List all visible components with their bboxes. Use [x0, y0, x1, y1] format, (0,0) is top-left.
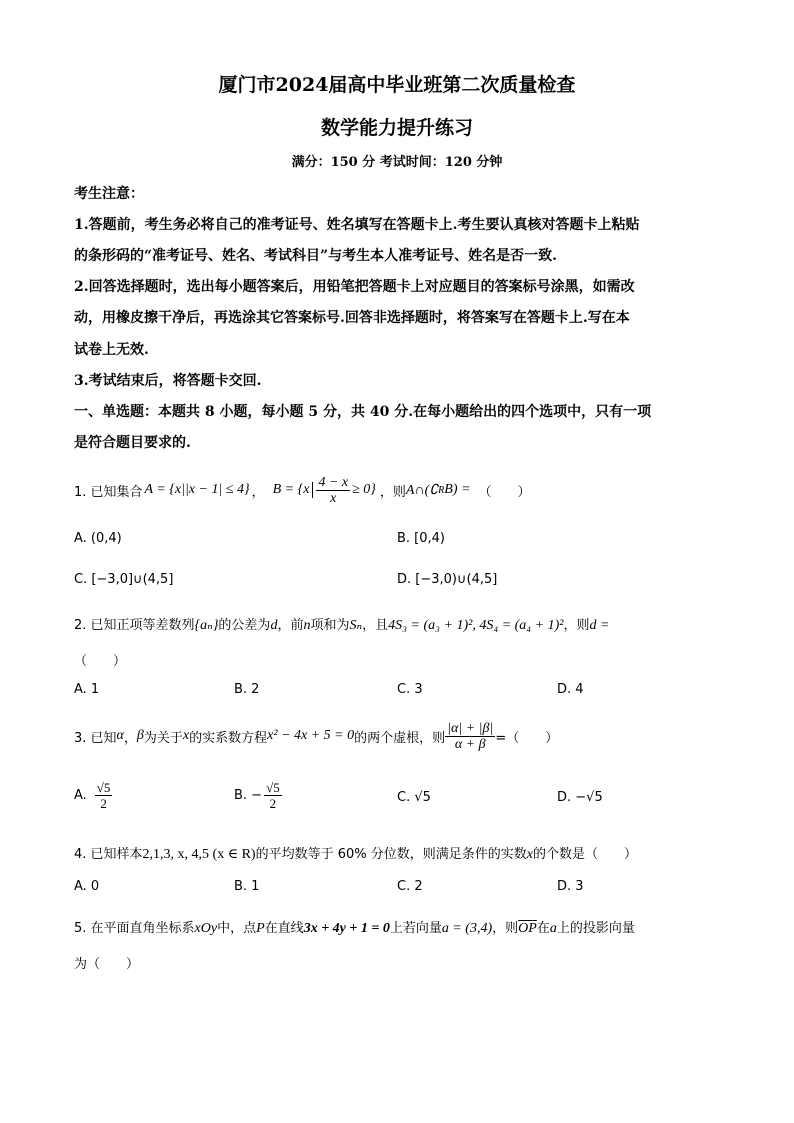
q4-option-a: A. 0 — [74, 879, 100, 894]
q4-text-2: 的平均数等于 60% 分位数，则满足条件的实数 — [255, 847, 527, 862]
q3-option-a-denominator: 2 — [100, 796, 107, 811]
section-1-line-1: 一、单选题：本题共 8 小题，每小题 5 分，共 40 分.在每小题给出的四个选项中，只有一项 — [74, 404, 652, 420]
q3-text-6: =（ ） — [495, 730, 559, 746]
question-2 — [74, 614, 609, 634]
question-5 — [74, 917, 635, 937]
q3-option-b — [234, 780, 282, 811]
q2-d: d — [270, 618, 278, 633]
q4-x: x — [526, 847, 533, 862]
q5-text-5: ，则 — [492, 921, 519, 936]
q5-vector-a: a = (3,4) — [441, 921, 493, 936]
q1-set-b-right: ≥ 0} — [352, 482, 376, 497]
q4-option-d: D. 3 — [557, 879, 584, 894]
q1-sep: ， — [251, 484, 265, 500]
q5-text-6: 在 — [536, 921, 550, 936]
q3-text-5: 的两个虚根，则 — [354, 730, 446, 746]
q5-text-3: 在直线 — [264, 921, 304, 936]
q1-expr-sub: R — [438, 484, 445, 496]
q3-text-1: 3. 已知 — [74, 730, 117, 746]
q2-n: n — [303, 618, 311, 633]
note-2-line-3: 试卷上无效. — [74, 342, 149, 358]
q5-line-equation: 3x + 4y + 1 = 0 — [303, 921, 390, 936]
q2-option-b: B. 2 — [234, 682, 260, 697]
q3-text-4: 的实系数方程 — [189, 730, 268, 746]
q3-option-b-denominator: 2 — [269, 796, 277, 811]
q1-expr-end: B) = — [444, 482, 471, 497]
q2-text-4: 项和为 — [310, 618, 350, 633]
q4-text-1: 4. 已知样本 — [74, 847, 143, 862]
q1-mid: ，则 — [379, 484, 406, 500]
section-1-line-2: 是符合题目要求的. — [74, 435, 191, 451]
page-subtitle: 数学能力提升练习 — [320, 117, 473, 139]
q3-beta: β — [136, 728, 144, 743]
q1-set-b-bar — [312, 482, 313, 498]
q2-text-3: ，前 — [277, 618, 304, 633]
q1-option-d: D. [−3,0)∪(4,5] — [397, 572, 498, 587]
q3-text-2: ， — [123, 730, 137, 746]
q2-blank: （ ） — [74, 654, 127, 669]
q5-text-7: 上的投影向量 — [556, 921, 635, 936]
note-2-line-2: 动，用橡皮擦干净后，再选涂其它答案标号.回答非选择题时，将答案写在答题卡上.写在本 — [74, 310, 630, 326]
q1-expr: A∩(∁ — [405, 482, 439, 498]
note-2-line-1: 2.回答选择题时，选出每小题答案后，用铅笔把答题卡上对应题目的答案标号涂黑，如需改 — [74, 279, 635, 295]
q1-set-b-left: B = {x — [272, 482, 310, 497]
q3-option-a-label: A. — [74, 788, 87, 803]
q1-set-b-denominator: x — [330, 490, 337, 506]
q3-alpha: α — [116, 728, 124, 743]
exam-info: 满分：150 分 考试时间：120 分钟 — [291, 155, 503, 170]
notes-heading: 考生注意： — [74, 186, 144, 202]
q3-option-b-numerator: √5 — [266, 780, 280, 795]
q3-option-a-numerator: √5 — [96, 780, 111, 795]
q3-text-3: 为关于 — [143, 730, 183, 746]
note-1-line-2: 的条形码的“准考证号、姓名、考试科目”与考生本人准考证号、姓名是否一致. — [74, 248, 557, 264]
note-1-line-1: 1.答题前，考生务必将自己的准考证号、姓名填写在答题卡上.考生要认真核对答题卡上粘贴 — [74, 217, 640, 233]
q2-text-5: ，且 — [362, 618, 389, 633]
q3-option-a-fraction — [95, 780, 113, 811]
q1-set-a: A = {x||x − 1| ≤ 4} — [144, 482, 250, 497]
q1-prefix: 1. 已知集合 — [74, 484, 143, 500]
q5-xoy: xOy — [194, 921, 218, 936]
q4-text-3: 的个数是（ ） — [532, 847, 637, 862]
q3-option-c: C. √5 — [397, 790, 431, 805]
q2-sn: Sₙ — [349, 618, 363, 633]
q3-option-a — [74, 780, 112, 811]
q4-option-b: B. 1 — [234, 879, 260, 894]
q4-sample: 2,1,3, x, 4,5 (x ∈ R) — [142, 847, 256, 862]
q2-option-c: C. 3 — [397, 682, 423, 697]
q1-blank: （ ） — [478, 484, 531, 500]
q5-text-1: 5. 在平面直角坐标系 — [74, 921, 195, 936]
q4-option-c: C. 2 — [397, 879, 423, 894]
q1-set-b-fraction — [316, 475, 350, 506]
question-4 — [74, 843, 637, 863]
q2-sequence: {aₙ} — [194, 618, 219, 633]
q2-ask: d = — [589, 618, 610, 633]
q1-option-a: A. (0,4) — [74, 531, 122, 546]
note-3: 3.考试结束后，将答题卡交回. — [74, 373, 262, 389]
q3-equation: x² − 4x + 5 = 0 — [267, 728, 355, 743]
q3-fraction-numerator: |α| + |β| — [447, 720, 494, 736]
question-1 — [74, 470, 530, 510]
q2-text-6: ，则 — [563, 618, 590, 633]
q1-option-b: B. [0,4) — [397, 531, 446, 546]
q3-option-b-fraction — [264, 780, 282, 811]
question-3 — [74, 716, 558, 756]
q3-fraction — [445, 721, 495, 752]
q3-fraction-denominator: α + β — [454, 736, 486, 752]
q3-option-b-label: B. − — [234, 788, 263, 803]
q5-a: a — [549, 921, 557, 936]
q1-option-c: C. [−3,0]∪(4,5] — [74, 572, 174, 587]
q2-text-2: 的公差为 — [218, 618, 271, 633]
q1-set-b-numerator: 4 − x — [318, 474, 349, 490]
q2-text-1: 2. 已知正项等差数列 — [74, 618, 195, 633]
q5-vector-op: $\overline{OP}$ — [518, 921, 537, 936]
q2-equation: 4S₃ = (a₃ + 1)², 4S₄ = (a₄ + 1)² — [388, 618, 564, 633]
q3-option-d: D. −√5 — [557, 790, 603, 805]
q3-x: x — [182, 728, 190, 743]
page-title: 厦门市2024届高中毕业班第二次质量检查 — [218, 74, 576, 96]
q5-text-2: 中，点 — [217, 921, 257, 936]
q5-line-2: 为（ ） — [74, 957, 140, 972]
q5-text-4: 上若向量 — [389, 921, 442, 936]
q2-option-d: D. 4 — [557, 682, 584, 697]
q5-p: P — [256, 921, 265, 936]
q2-option-a: A. 1 — [74, 682, 100, 697]
